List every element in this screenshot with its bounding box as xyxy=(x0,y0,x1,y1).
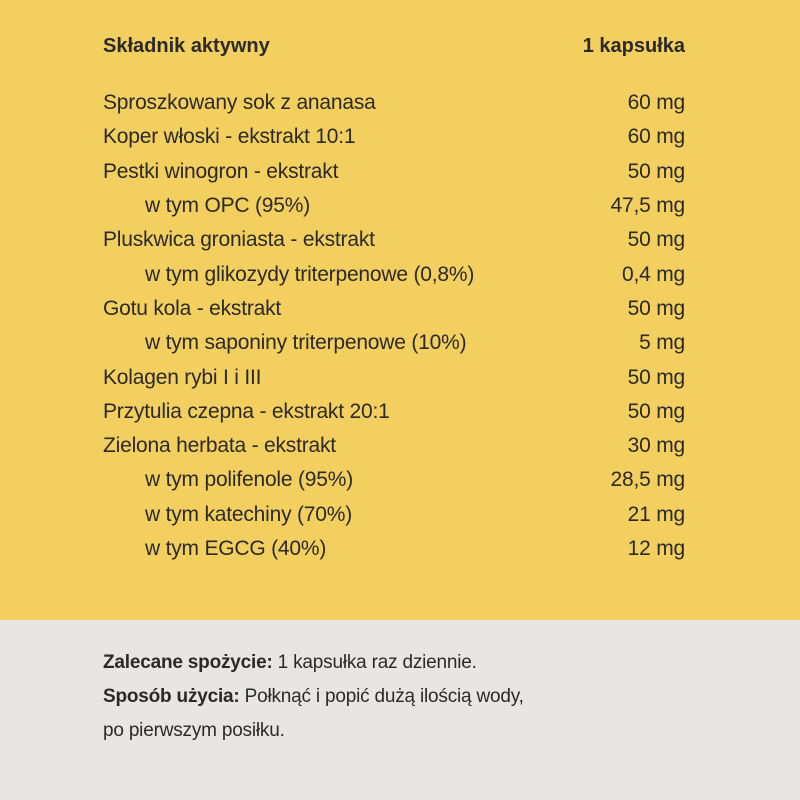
ingredient-subrow xyxy=(103,498,685,532)
recommended-intake-text: 1 kapsułka raz dziennie. xyxy=(272,652,477,673)
ingredient-name: Pestki winogron - ekstrakt xyxy=(103,159,339,183)
ingredient-name: Zielona herbata - ekstrakt xyxy=(103,434,336,458)
ingredient-row xyxy=(103,223,685,257)
ingredient-name: w tym EGCG (40%) xyxy=(145,537,327,560)
ingredient-name: w tym katechiny (70%) xyxy=(145,502,353,526)
ingredient-name: Kolagen rybi I i III xyxy=(103,365,262,389)
ingredient-row xyxy=(103,292,685,326)
ingredient-row xyxy=(103,86,685,120)
method-of-use-text: Połknąć i popić dużą ilością wody, xyxy=(239,686,524,707)
table-header xyxy=(103,32,685,60)
ingredient-subrow xyxy=(103,326,685,360)
ingredient-name: w tym glikozydy triterpenowe (0,8%) xyxy=(145,262,475,286)
ingredient-amount: 28,5 mg xyxy=(610,468,685,492)
method-of-use-label: Sposób użycia: xyxy=(103,686,240,707)
ingredient-amount: 5 mg xyxy=(639,331,685,355)
ingredient-subrow xyxy=(103,257,685,291)
ingredient-row xyxy=(103,429,685,463)
ingredient-name: Gotu kola - ekstrakt xyxy=(103,296,282,320)
ingredient-row xyxy=(103,395,685,429)
ingredient-name: w tym saponiny triterpenowe (10%) xyxy=(145,331,467,355)
ingredient-amount: 50 mg xyxy=(627,365,685,389)
ingredient-subrow xyxy=(103,532,685,566)
ingredient-subrow xyxy=(103,463,685,497)
ingredient-amount: 30 mg xyxy=(627,434,685,458)
ingredient-name: Koper włoski - ekstrakt 10:1 xyxy=(103,125,356,149)
ingredient-amount: 50 mg xyxy=(627,296,685,320)
ingredient-name: Sproszkowany sok z ananasa xyxy=(103,91,376,115)
ingredient-amount: 50 mg xyxy=(627,399,685,423)
ingredient-amount: 50 mg xyxy=(627,228,685,252)
ingredients-list xyxy=(103,86,685,566)
ingredient-amount: 0,4 mg xyxy=(622,262,685,286)
ingredient-name: Przytulia czepna - ekstrakt 20:1 xyxy=(103,399,390,423)
method-of-use xyxy=(103,680,723,714)
ingredient-amount: 47,5 mg xyxy=(610,194,685,218)
ingredient-name: Pluskwica groniasta - ekstrakt xyxy=(103,228,375,252)
ingredient-amount: 60 mg xyxy=(627,91,685,115)
recommended-intake xyxy=(103,646,723,680)
ingredient-subrow xyxy=(103,189,685,223)
method-of-use-line2: po pierwszym posiłku. xyxy=(103,720,285,741)
ingredient-row xyxy=(103,120,685,154)
ingredient-name: w tym polifenole (95%) xyxy=(145,468,354,492)
ingredient-amount: 21 mg xyxy=(627,502,685,526)
ingredient-amount: 60 mg xyxy=(627,125,685,149)
usage-instructions xyxy=(103,646,723,748)
ingredient-row xyxy=(103,155,685,189)
dose-column-header: 1 kapsułka xyxy=(582,34,685,57)
ingredient-amount: 12 mg xyxy=(627,537,685,560)
ingredient-name: w tym OPC (95%) xyxy=(145,194,311,218)
ingredient-column-header: Składnik aktywny xyxy=(103,34,270,57)
recommended-intake-label: Zalecane spożycie: xyxy=(103,652,273,673)
ingredient-amount: 50 mg xyxy=(627,159,685,183)
ingredient-row xyxy=(103,360,685,394)
